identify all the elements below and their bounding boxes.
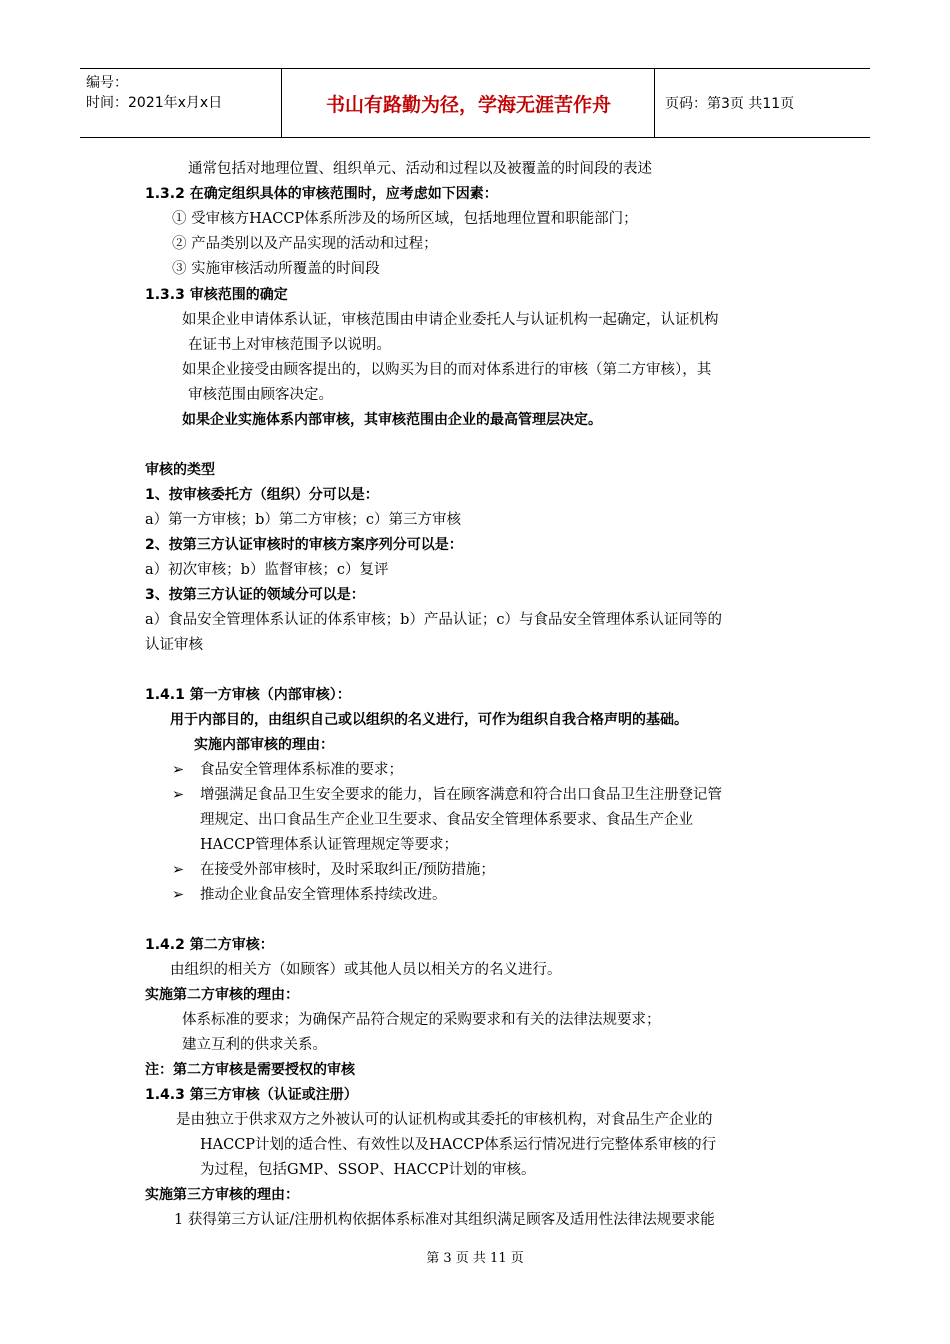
bold-statement: 用于内部目的，由组织自己或以组织的名义进行，可作为组织自我合格声明的基础。 xyxy=(170,712,688,728)
bullet-item: ➢ 在接受外部审核时，及时采取纠正/预防措施； xyxy=(172,859,495,881)
arrow-bullet-icon: ➢ xyxy=(172,787,185,803)
body-line: 是由独立于供求双方之外被认可的认证机构或其委托的审核机构，对食品生产企业的 xyxy=(176,1112,713,1128)
body-line: 1 获得第三方认证/注册机构依据体系标准对其组织满足顾客及适用性法律法规要求能 xyxy=(174,1212,715,1228)
subheading: 实施内部审核的理由： xyxy=(194,737,334,753)
bullet-item: ➢ 推动企业食品安全管理体系持续改进。 xyxy=(172,884,447,906)
subheading: 3、按第三方认证的领域分可以是： xyxy=(145,587,365,603)
body-line: 如果企业接受由顾客提出的，以购买为目的而对体系进行的审核（第二方审核），其 xyxy=(182,362,712,378)
list-item: ② 产品类别以及产品实现的活动和过程； xyxy=(172,236,438,252)
subheading: 1、按审核委托方（组织）分可以是： xyxy=(145,487,379,503)
body-line: 如果企业申请体系认证，审核范围由申请企业委托人与认证机构一起确定，认证机构 xyxy=(182,312,719,328)
list-item: ③ 实施审核活动所覆盖的时间段 xyxy=(172,261,380,277)
section-heading-1-3-2: 1.3.2 在确定组织具体的审核范围时，应考虑如下因素： xyxy=(145,186,498,202)
header-meta xyxy=(80,69,282,137)
body-line: 体系标准的要求；为确保产品符合规定的采购要求和有关的法律法规要求； xyxy=(182,1012,661,1028)
header-motto: 书山有路勤为径，学海无涯苦作舟 xyxy=(283,69,655,137)
document-date: 时间：2021年x月x日 xyxy=(86,95,223,111)
body-line: 由组织的相关方（如顾客）或其他人员以相关方的名义进行。 xyxy=(170,962,562,978)
subheading: 2、按第三方认证审核时的审核方案序列分可以是： xyxy=(145,537,463,553)
arrow-bullet-icon: ➢ xyxy=(172,862,185,878)
body-line: 通常包括对地理位置、组织单元、活动和过程以及被覆盖的时间段的表述 xyxy=(188,161,652,177)
page-header xyxy=(80,68,870,138)
subheading: 实施第三方审核的理由： xyxy=(145,1187,299,1203)
bullet-item: ➢ 食品安全管理体系标准的要求； xyxy=(172,759,403,781)
bullet-item: ➢ 增强满足食品卫生安全要求的能力，旨在顾客满意和符合出口食品卫生注册登记管 xyxy=(172,784,722,806)
body-line: 建立互利的供求关系。 xyxy=(182,1037,327,1053)
body-line: a）食品安全管理体系认证的体系审核；b）产品认证；c）与食品安全管理体系认证同等的 xyxy=(145,612,723,628)
bold-statement: 如果企业实施体系内部审核，其审核范围由企业的最高管理层决定。 xyxy=(182,412,602,428)
body-line: 为过程，包括GMP、SSOP、HACCP计划的审核。 xyxy=(200,1162,536,1178)
section-heading-1-4-3: 1.4.3 第三方审核（认证或注册） xyxy=(145,1087,358,1103)
body-line: 在证书上对审核范围予以说明。 xyxy=(188,337,391,353)
arrow-bullet-icon: ➢ xyxy=(172,762,185,778)
section-heading-1-4-2: 1.4.2 第二方审核： xyxy=(145,937,274,953)
header-page-info: 页码：第3页 共11页 xyxy=(665,96,795,112)
section-heading-1-3-3: 1.3.3 审核范围的确定 xyxy=(145,287,288,303)
section-heading-audit-types: 审核的类型 xyxy=(145,462,215,478)
document-number-label: 编号： xyxy=(86,75,128,91)
body-line: 认证审核 xyxy=(145,637,203,653)
body-line: HACCP计划的适合性、有效性以及HACCP体系运行情况进行完整体系审核的行 xyxy=(200,1137,717,1153)
body-line: 审核范围由顾客决定。 xyxy=(188,387,333,403)
body-line: 理规定、出口食品生产企业卫生要求、食品安全管理体系要求、食品生产企业 xyxy=(200,812,693,828)
subheading: 实施第二方审核的理由： xyxy=(145,987,299,1003)
body-line: HACCP管理体系认证管理规定等要求； xyxy=(200,837,459,853)
note: 注：第二方审核是需要授权的审核 xyxy=(145,1062,355,1078)
arrow-bullet-icon: ➢ xyxy=(172,887,185,903)
body-line: a）第一方审核；b）第二方审核；c）第三方审核 xyxy=(145,512,462,528)
body-line: a）初次审核；b）监督审核；c）复评 xyxy=(145,562,389,578)
section-heading-1-4-1: 1.4.1 第一方审核（内部审核）： xyxy=(145,687,351,703)
list-item: ① 受审核方HACCP体系所涉及的场所区域，包括地理位置和职能部门； xyxy=(172,211,638,227)
page-footer: 第 3 页 共 11 页 xyxy=(426,1251,524,1266)
